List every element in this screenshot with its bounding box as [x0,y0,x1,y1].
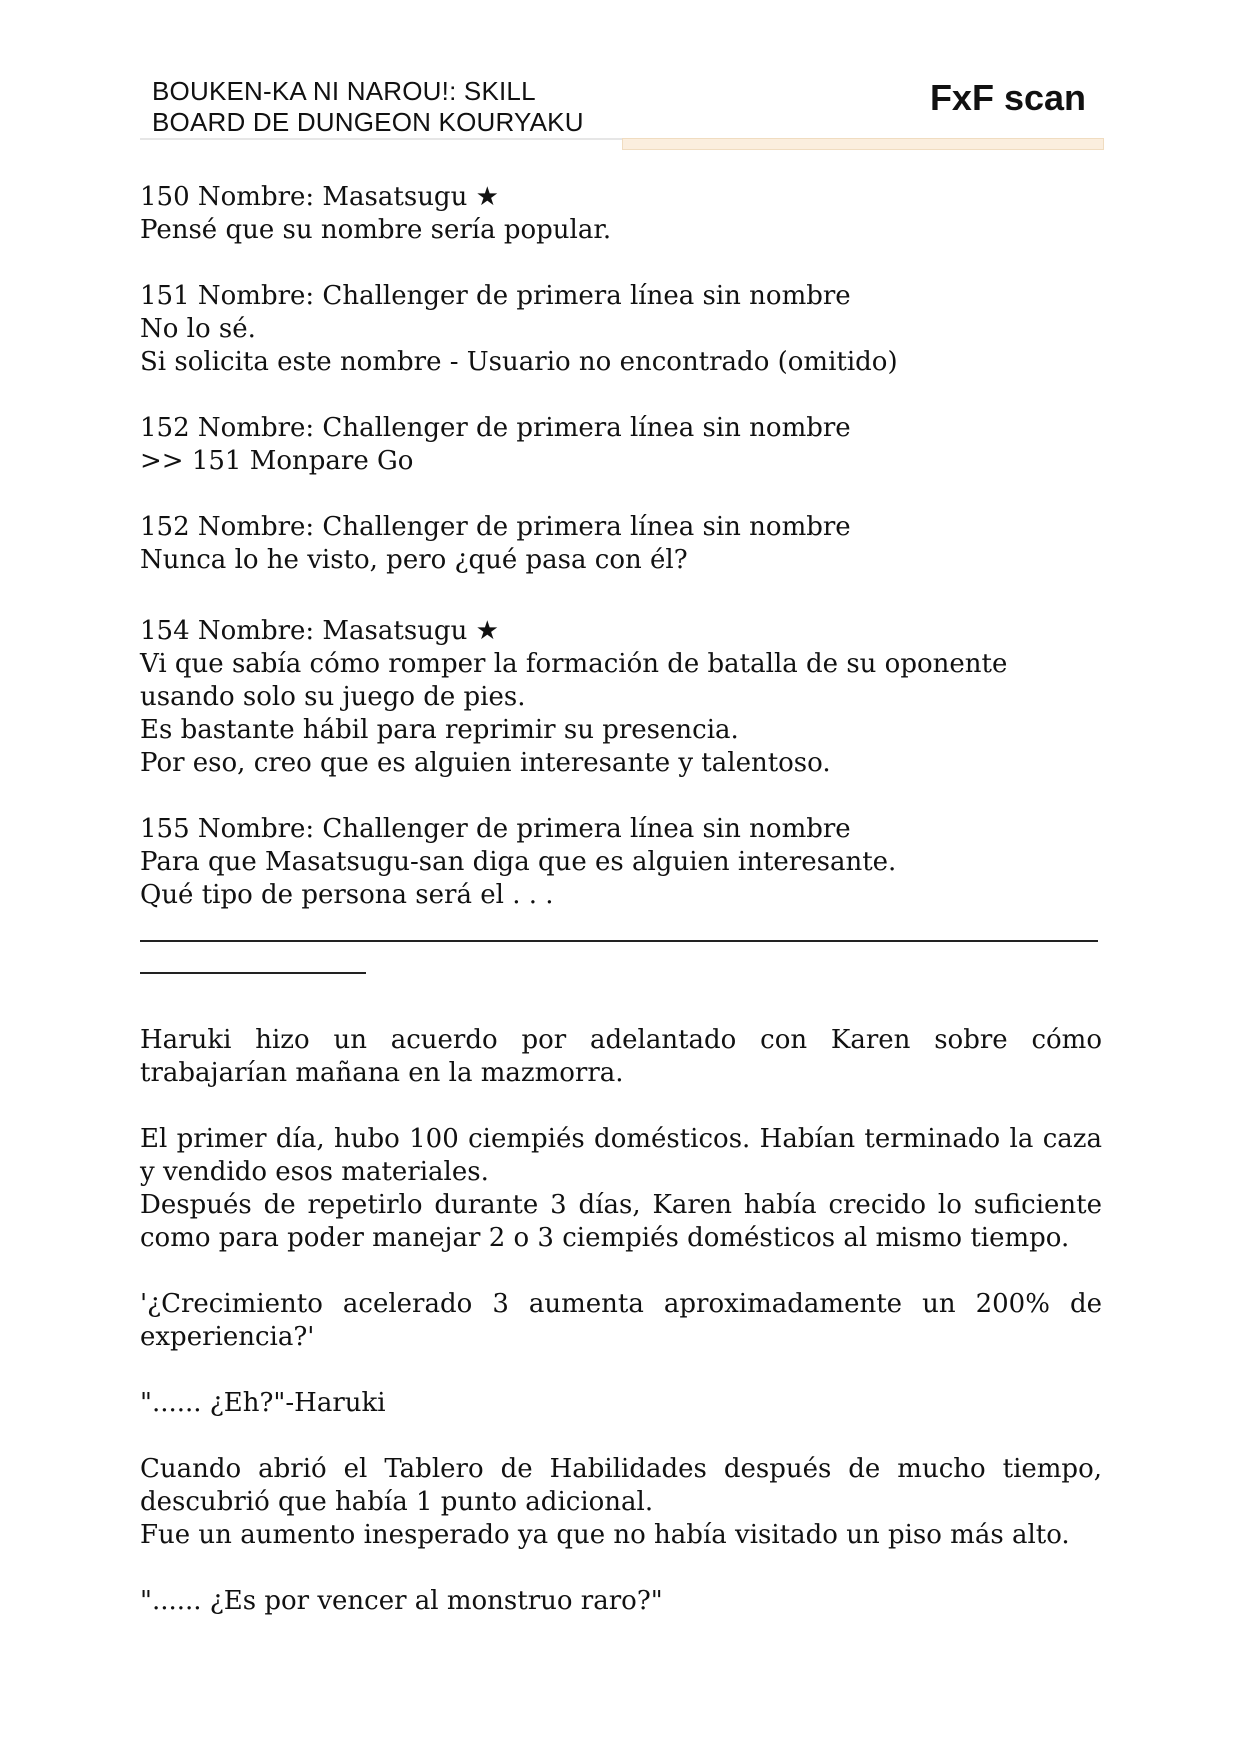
post-line: Por eso, creo que es alguien interesante y talentoso. [140,748,831,778]
post-line: Pensé que su nombre sería popular. [140,215,612,245]
header-rule-left [140,138,622,140]
paragraph-line: Fue un aumento inesperado ya que no había visitado un piso más alto. [140,1520,1070,1550]
header-rule-right [622,138,1104,150]
forum-post [140,181,1102,247]
post-line: No lo sé. [140,314,256,344]
paragraph-line: Haruki hizo un acuerdo por adelantado con Karen sobre cómo trabajarían mañana en la mazmorra. [140,1025,1102,1088]
forum-post [140,280,1102,379]
post-heading: 151 Nombre: Challenger de primera línea sin nombre [140,281,851,311]
scan-group-name: FxF scan [929,77,1086,118]
narrative-paragraph [140,1387,1102,1420]
post-heading: 155 Nombre: Challenger de primera línea sin nombre [140,814,851,844]
paragraph-line: '¿Crecimiento acelerado 3 aumenta aproximadamente un 200% de experiencia?' [140,1289,1102,1352]
narrative-paragraph [140,1288,1102,1354]
section-divider-short [140,972,366,974]
narrative-paragraph [140,1123,1102,1255]
post-heading: 150 Nombre: Masatsugu ★ [140,182,499,212]
series-title [152,76,584,138]
post-line: Si solicita este nombre - Usuario no encontrado (omitido) [140,347,898,377]
post-heading: 154 Nombre: Masatsugu ★ [140,616,499,646]
series-title-line-2: BOARD DE DUNGEON KOURYAKU [152,107,584,137]
post-heading: 152 Nombre: Challenger de primera línea sin nombre [140,413,851,443]
post-line: >> 151 Monpare Go [140,446,414,476]
narrative-paragraph [140,1453,1102,1552]
narrative-paragraph [140,1024,1102,1090]
post-line: Para que Masatsugu-san diga que es alguien interesante. [140,847,897,877]
post-line: Qué tipo de persona será el . . . [140,880,554,910]
forum-post [140,412,1102,478]
page-header [140,72,1104,152]
section-divider-long [140,940,1098,942]
post-line: Vi que sabía cómo romper la formación de batalla de su oponente usando solo su juego de pies. [140,649,1008,712]
paragraph-line: Cuando abrió el Tablero de Habilidades después de mucho tiempo, descubrió que había 1 punto adicional. [140,1454,1102,1517]
forum-post [140,813,1102,912]
post-heading: 152 Nombre: Challenger de primera línea sin nombre [140,512,851,542]
paragraph-line: "...... ¿Eh?"-Haruki [140,1388,386,1418]
document-body [140,181,1102,1651]
forum-post [140,511,1102,577]
paragraph-line: El primer día, hubo 100 ciempiés domésticos. Habían terminado la caza y vendido esos materiales. [140,1124,1102,1187]
post-line: Nunca lo he visto, pero ¿qué pasa con él? [140,545,688,575]
narrative-paragraph [140,1585,1102,1618]
post-line: Es bastante hábil para reprimir su presencia. [140,715,739,745]
paragraph-line: Después de repetirlo durante 3 días, Karen había crecido lo suficiente como para poder manejar 2 o 3 ciempiés domésticos al mismo tiempo. [140,1190,1102,1253]
paragraph-line: "...... ¿Es por vencer al monstruo raro?" [140,1586,663,1616]
forum-post [140,615,1102,780]
series-title-line-1: BOUKEN-KA NI NAROU!: SKILL [152,76,536,106]
